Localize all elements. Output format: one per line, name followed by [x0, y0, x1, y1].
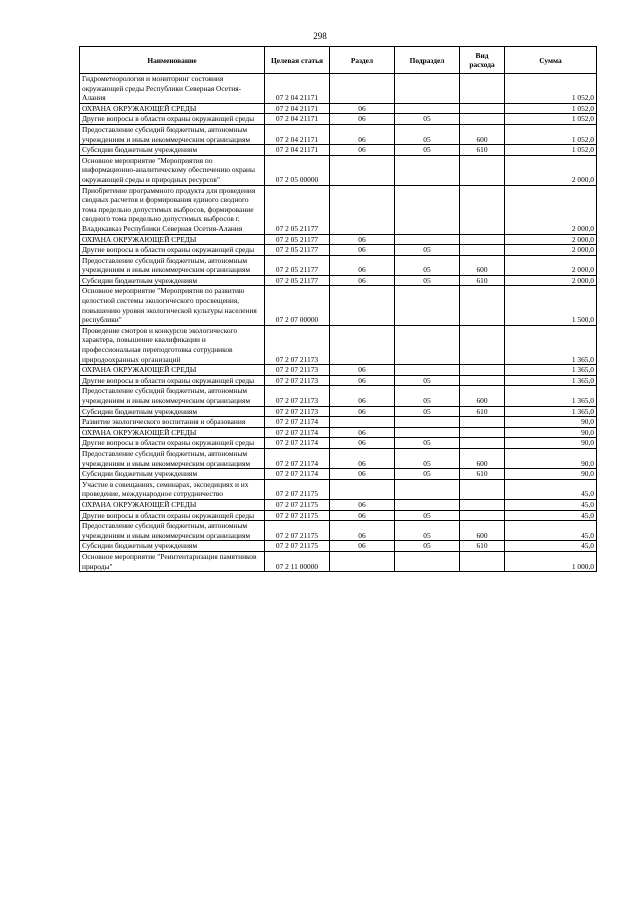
cell-section — [330, 417, 395, 428]
table-row — [80, 234, 597, 245]
cell-sum: 45,0 — [505, 510, 597, 521]
cell-name: Гидрометеорология и мониторинг состояния окружающей среды Республики Северная Осетия-Алания — [80, 74, 265, 104]
cell-code: 07 2 05 21177 — [265, 275, 330, 286]
cell-section — [330, 74, 395, 104]
cell-type: 610 — [460, 541, 505, 552]
cell-section: 06 — [330, 365, 395, 376]
cell-sum: 90,0 — [505, 448, 597, 468]
cell-sum: 45,0 — [505, 499, 597, 510]
cell-type — [460, 234, 505, 245]
table-row — [80, 114, 597, 125]
cell-type — [460, 427, 505, 438]
table-row — [80, 406, 597, 417]
cell-name: Субсидии бюджетным учреждениям — [80, 541, 265, 552]
header-name: Наименование — [80, 47, 265, 74]
cell-name: ОХРАНА ОКРУЖАЮЩЕЙ СРЕДЫ — [80, 427, 265, 438]
cell-subsection: 05 — [395, 145, 460, 156]
table-row — [80, 365, 597, 376]
cell-sum: 45,0 — [505, 541, 597, 552]
header-subsection: Подраздел — [395, 47, 460, 74]
cell-name: Другие вопросы в области охраны окружающей среды — [80, 438, 265, 449]
cell-section: 06 — [330, 469, 395, 480]
cell-sum: 1 052,0 — [505, 74, 597, 104]
cell-subsection: 05 — [395, 114, 460, 125]
cell-sum: 1 365,0 — [505, 325, 597, 364]
cell-sum: 1 365,0 — [505, 365, 597, 376]
cell-type: 610 — [460, 275, 505, 286]
cell-subsection: 05 — [395, 438, 460, 449]
cell-sum: 2 000,0 — [505, 255, 597, 275]
cell-section: 06 — [330, 234, 395, 245]
cell-name: Предоставление субсидий бюджетным, автономным учреждениям и иным некоммерческим организациям — [80, 521, 265, 541]
table-row — [80, 124, 597, 144]
cell-subsection: 05 — [395, 386, 460, 406]
cell-code: 07 2 07 21174 — [265, 438, 330, 449]
cell-type — [460, 325, 505, 364]
cell-section: 06 — [330, 438, 395, 449]
cell-name: Предоставление субсидий бюджетным, автономным учреждениям и иным некоммерческим организациям — [80, 255, 265, 275]
cell-section — [330, 185, 395, 234]
cell-type — [460, 286, 505, 325]
header-section: Раздел — [330, 47, 395, 74]
table-row — [80, 438, 597, 449]
cell-code: 07 2 07 21175 — [265, 479, 330, 499]
cell-section — [330, 155, 395, 185]
cell-code: 07 2 07 21174 — [265, 448, 330, 468]
cell-type — [460, 114, 505, 125]
cell-code: 07 2 07 21173 — [265, 386, 330, 406]
cell-section: 06 — [330, 541, 395, 552]
cell-name: Основное мероприятие "Мероприятия по развитию целостной системы экологического просвещения, повышению уровня экологической культуры населения республики" — [80, 286, 265, 325]
cell-section: 06 — [330, 275, 395, 286]
cell-section: 06 — [330, 521, 395, 541]
cell-name: Участие в совещаниях, семинарах, экспедициях и их проведение, международное сотрудничество — [80, 479, 265, 499]
cell-name: Другие вопросы в области охраны окружающей среды — [80, 114, 265, 125]
cell-subsection: 05 — [395, 245, 460, 256]
cell-section: 06 — [330, 386, 395, 406]
cell-section: 06 — [330, 427, 395, 438]
cell-code: 07 2 04 21171 — [265, 145, 330, 156]
cell-code: 07 2 05 21177 — [265, 255, 330, 275]
cell-code: 07 2 11 00000 — [265, 551, 330, 571]
table-row — [80, 275, 597, 286]
cell-type — [460, 74, 505, 104]
table-row — [80, 448, 597, 468]
cell-code: 07 2 05 21177 — [265, 245, 330, 256]
cell-section — [330, 551, 395, 571]
cell-code: 07 2 04 21171 — [265, 124, 330, 144]
cell-sum: 1 052,0 — [505, 114, 597, 125]
table-row — [80, 245, 597, 256]
cell-name: Предоставление субсидий бюджетным, автономным учреждениям и иным некоммерческим организациям — [80, 124, 265, 144]
cell-type: 600 — [460, 448, 505, 468]
cell-type: 610 — [460, 145, 505, 156]
cell-section: 06 — [330, 103, 395, 114]
cell-name: Предоставление субсидий бюджетным, автономным учреждениям и иным некоммерческим организациям — [80, 448, 265, 468]
cell-sum: 1 365,0 — [505, 406, 597, 417]
cell-subsection: 05 — [395, 406, 460, 417]
cell-sum: 90,0 — [505, 427, 597, 438]
cell-name: Развитие экологического воспитания и образования — [80, 417, 265, 428]
cell-subsection — [395, 499, 460, 510]
cell-code: 07 2 07 21173 — [265, 325, 330, 364]
cell-sum: 2 000,0 — [505, 155, 597, 185]
cell-code: 07 2 07 21174 — [265, 417, 330, 428]
table-row — [80, 145, 597, 156]
cell-code: 07 2 07 21173 — [265, 365, 330, 376]
table-row — [80, 386, 597, 406]
cell-sum: 2 000,0 — [505, 275, 597, 286]
cell-code: 07 2 07 21173 — [265, 375, 330, 386]
header-type: Вид расхода — [460, 47, 505, 74]
cell-sum: 1 365,0 — [505, 375, 597, 386]
cell-section: 06 — [330, 255, 395, 275]
cell-section: 06 — [330, 448, 395, 468]
cell-code: 07 2 07 21175 — [265, 510, 330, 521]
table-row — [80, 479, 597, 499]
cell-section: 06 — [330, 245, 395, 256]
cell-subsection: 05 — [395, 521, 460, 541]
cell-subsection — [395, 234, 460, 245]
cell-subsection: 05 — [395, 124, 460, 144]
cell-name: ОХРАНА ОКРУЖАЮЩЕЙ СРЕДЫ — [80, 103, 265, 114]
table-row — [80, 427, 597, 438]
cell-type — [460, 479, 505, 499]
table-row — [80, 375, 597, 386]
cell-code: 07 2 05 21177 — [265, 185, 330, 234]
table-row — [80, 74, 597, 104]
table-row — [80, 499, 597, 510]
cell-section — [330, 325, 395, 364]
cell-code: 07 2 05 21177 — [265, 234, 330, 245]
cell-code: 07 2 07 21174 — [265, 469, 330, 480]
cell-name: Другие вопросы в области охраны окружающей среды — [80, 375, 265, 386]
table-row — [80, 551, 597, 571]
cell-subsection: 05 — [395, 375, 460, 386]
table-row — [80, 155, 597, 185]
cell-subsection: 05 — [395, 510, 460, 521]
cell-section: 06 — [330, 124, 395, 144]
cell-sum: 2 000,0 — [505, 185, 597, 234]
cell-name: Другие вопросы в области охраны окружающей среды — [80, 510, 265, 521]
cell-type: 610 — [460, 406, 505, 417]
cell-type — [460, 438, 505, 449]
cell-name: Основное мероприятие "Реинтентаризация памятников природы" — [80, 551, 265, 571]
cell-sum: 1 052,0 — [505, 124, 597, 144]
cell-name: Другие вопросы в области охраны окружающей среды — [80, 245, 265, 256]
cell-type: 600 — [460, 386, 505, 406]
cell-type — [460, 417, 505, 428]
cell-type — [460, 155, 505, 185]
cell-sum: 90,0 — [505, 417, 597, 428]
table-row — [80, 325, 597, 364]
cell-subsection — [395, 103, 460, 114]
cell-section: 06 — [330, 114, 395, 125]
cell-subsection — [395, 427, 460, 438]
cell-name: Приобретение программного продукта для проведения сводных расчетов и формирования единого сводного тома предельно допустимых выбросов, формирование сводного тома предельно допустимых выбросов г. Владикавказ Республики Северная Осетия-Алания — [80, 185, 265, 234]
cell-sum: 45,0 — [505, 479, 597, 499]
table-row — [80, 185, 597, 234]
table-row — [80, 286, 597, 325]
cell-type — [460, 510, 505, 521]
cell-sum: 90,0 — [505, 469, 597, 480]
cell-section: 06 — [330, 145, 395, 156]
cell-code: 07 2 07 21173 — [265, 406, 330, 417]
cell-section: 06 — [330, 375, 395, 386]
cell-code: 07 2 04 21171 — [265, 74, 330, 104]
cell-type: 600 — [460, 124, 505, 144]
table-body — [80, 74, 597, 572]
cell-subsection — [395, 417, 460, 428]
cell-sum: 2 000,0 — [505, 234, 597, 245]
cell-code: 07 2 04 21171 — [265, 103, 330, 114]
cell-name: Предоставление субсидий бюджетным, автономным учреждениям и иным некоммерческим организациям — [80, 386, 265, 406]
table-row — [80, 521, 597, 541]
cell-type — [460, 103, 505, 114]
cell-sum: 1 500,0 — [505, 286, 597, 325]
cell-name: ОХРАНА ОКРУЖАЮЩЕЙ СРЕДЫ — [80, 365, 265, 376]
cell-subsection — [395, 74, 460, 104]
table-row — [80, 417, 597, 428]
budget-table — [79, 46, 597, 572]
cell-subsection — [395, 551, 460, 571]
cell-section: 06 — [330, 510, 395, 521]
cell-name: Основное мероприятие "Мероприятия по информационно-аналитическому обеспечению охраны окружающей среды и природных ресурсов" — [80, 155, 265, 185]
cell-code: 07 2 04 21171 — [265, 114, 330, 125]
cell-sum: 1 000,0 — [505, 551, 597, 571]
cell-sum: 1 052,0 — [505, 103, 597, 114]
cell-name: ОХРАНА ОКРУЖАЮЩЕЙ СРЕДЫ — [80, 499, 265, 510]
cell-type — [460, 245, 505, 256]
cell-subsection: 05 — [395, 275, 460, 286]
cell-type: 600 — [460, 255, 505, 275]
cell-section: 06 — [330, 406, 395, 417]
cell-code: 07 2 07 21175 — [265, 521, 330, 541]
table-row — [80, 255, 597, 275]
page-number: 298 — [313, 31, 327, 41]
table-row — [80, 469, 597, 480]
cell-type: 610 — [460, 469, 505, 480]
cell-subsection — [395, 365, 460, 376]
table-row — [80, 103, 597, 114]
header-code: Целевая статья — [265, 47, 330, 74]
cell-type: 600 — [460, 521, 505, 541]
cell-sum: 1 365,0 — [505, 386, 597, 406]
cell-sum: 2 000,0 — [505, 245, 597, 256]
cell-code: 07 2 07 21174 — [265, 427, 330, 438]
cell-sum: 1 052,0 — [505, 145, 597, 156]
cell-type — [460, 551, 505, 571]
cell-subsection: 05 — [395, 255, 460, 275]
header-sum: Сумма — [505, 47, 597, 74]
cell-code: 07 2 07 21175 — [265, 499, 330, 510]
cell-name: Субсидии бюджетным учреждениям — [80, 406, 265, 417]
cell-subsection — [395, 155, 460, 185]
cell-sum: 90,0 — [505, 438, 597, 449]
cell-name: Субсидии бюджетным учреждениям — [80, 145, 265, 156]
cell-name: ОХРАНА ОКРУЖАЮЩЕЙ СРЕДЫ — [80, 234, 265, 245]
cell-section: 06 — [330, 499, 395, 510]
cell-subsection — [395, 479, 460, 499]
cell-code: 07 2 05 00000 — [265, 155, 330, 185]
table-row — [80, 510, 597, 521]
table-header-row — [80, 47, 597, 74]
cell-type — [460, 499, 505, 510]
cell-name: Проведение смотров и конкурсов экологического характера, повышение квалификации и профессиональная переподготовка сотрудников природоохранных организаций — [80, 325, 265, 364]
cell-type — [460, 185, 505, 234]
cell-section — [330, 286, 395, 325]
cell-subsection — [395, 286, 460, 325]
cell-subsection — [395, 325, 460, 364]
cell-section — [330, 479, 395, 499]
cell-sum: 45,0 — [505, 521, 597, 541]
cell-subsection — [395, 185, 460, 234]
table-row — [80, 541, 597, 552]
cell-type — [460, 375, 505, 386]
cell-subsection: 05 — [395, 448, 460, 468]
cell-type — [460, 365, 505, 376]
cell-name: Субсидии бюджетным учреждениям — [80, 469, 265, 480]
cell-name: Субсидии бюджетным учреждениям — [80, 275, 265, 286]
cell-code: 07 2 07 00000 — [265, 286, 330, 325]
cell-subsection: 05 — [395, 469, 460, 480]
cell-subsection: 05 — [395, 541, 460, 552]
cell-code: 07 2 07 21175 — [265, 541, 330, 552]
